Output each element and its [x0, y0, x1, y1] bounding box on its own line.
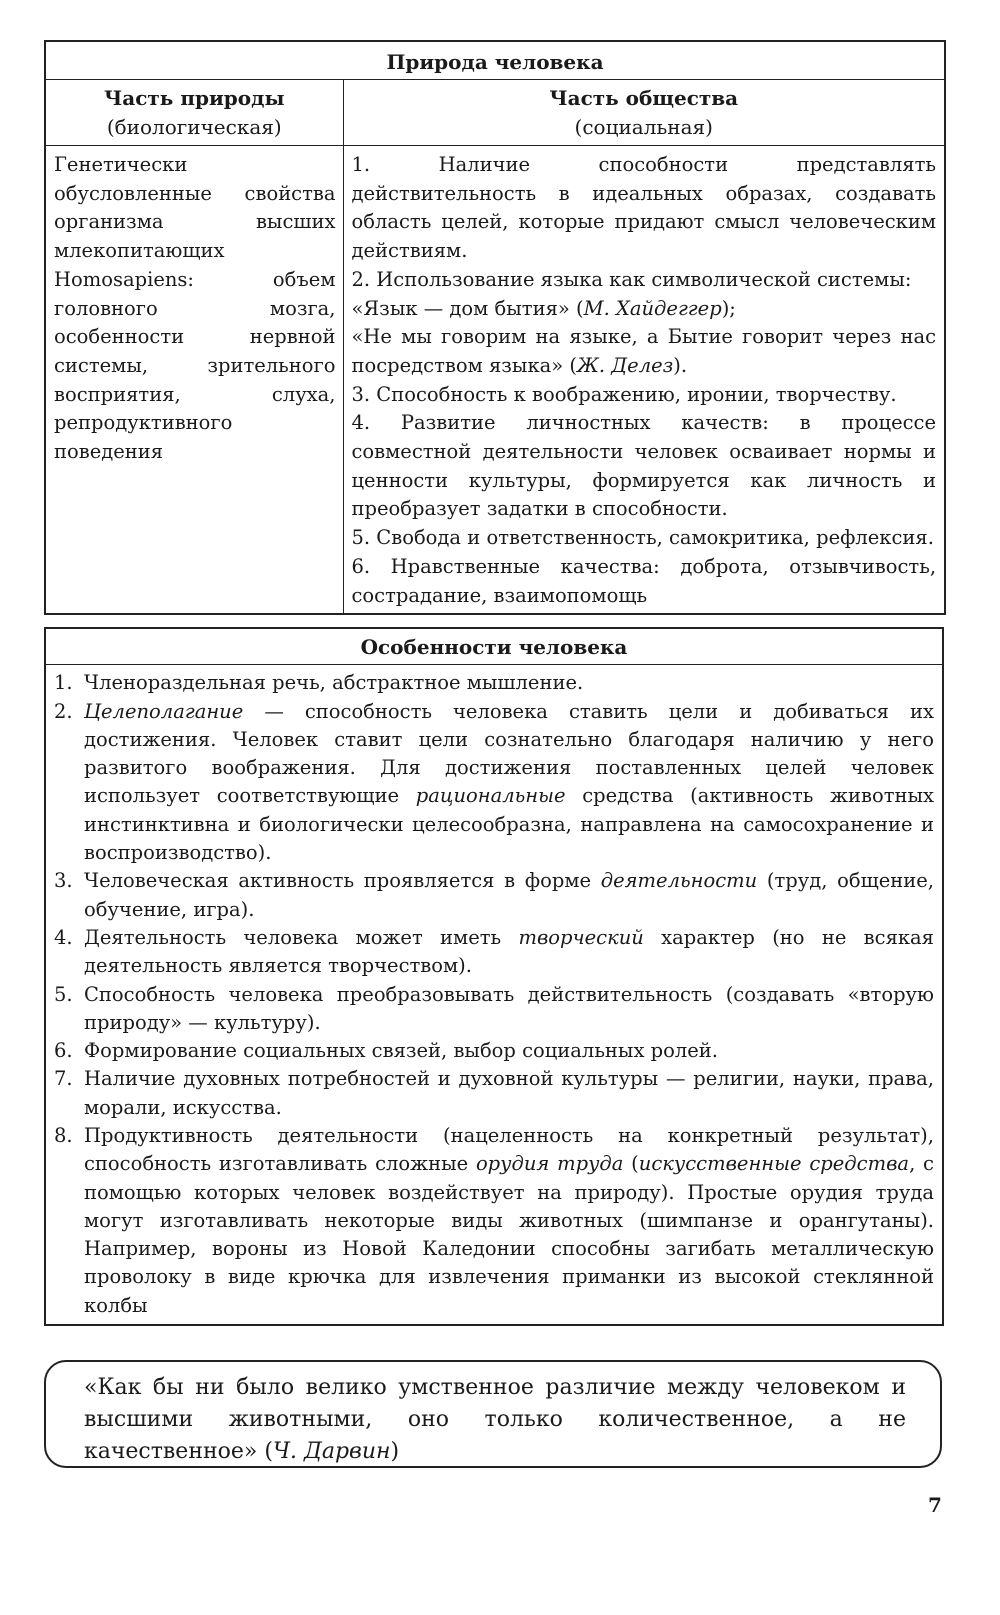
- text-part: (труд, общение, обучение, игра).: [84, 869, 934, 921]
- left-header-sub: (биологическая): [106, 115, 282, 139]
- text-part: (: [623, 1152, 639, 1176]
- list-item: [54, 1065, 934, 1122]
- social-quote-deleuze: [352, 323, 937, 380]
- heidegger-quote-text: «Язык — дом бытия» (: [351, 296, 584, 320]
- list-item: [54, 698, 934, 868]
- right-column-header: [343, 80, 945, 146]
- social-item-5: 5. Свобода и ответственность, самокритика, рефлексия.: [351, 526, 934, 550]
- left-column-header: [45, 80, 343, 146]
- biological-cell: [45, 146, 343, 615]
- emphasis-term: Целеполагание: [84, 699, 244, 723]
- text-part: Формирование социальных связей, выбор социальных ролей.: [84, 1039, 718, 1063]
- text-part: Человеческая активность проявляется в форме: [84, 869, 601, 893]
- list-item-text: [84, 1065, 934, 1122]
- list-item-number: 6.: [54, 1039, 73, 1063]
- emphasis-term: искусственные средства: [638, 1152, 910, 1176]
- heidegger-author: М. Хайдеггер: [583, 296, 722, 320]
- social-item-3: 3. Способность к воображению, иронии, творчеству.: [351, 382, 897, 406]
- text-part: , с помощью которых человек воздействует на природу). Простые орудия труда могут изготавливать некоторые виды животных (шимпанзе и орангутаны). Например, вороны из Новой Каледонии способны загибать металлическую проволоку в виде крючка для извлечения приманки из высокой стеклянной колбы: [84, 1152, 934, 1317]
- list-item-number: 5.: [54, 982, 73, 1006]
- emphasis-term: деятельности: [600, 869, 758, 893]
- right-header-main: Часть общества: [549, 86, 739, 110]
- table-title: Природа человека: [45, 41, 945, 80]
- page-content: [44, 40, 944, 1326]
- left-header-main: Часть природы: [104, 86, 285, 110]
- page-number: 7: [928, 1493, 942, 1517]
- list-item-text: [84, 1037, 934, 1065]
- list-item: [54, 1037, 934, 1065]
- text-part: Членораздельная речь, абстрактное мышление.: [84, 671, 584, 695]
- deleuze-author: Ж. Делез: [577, 353, 674, 377]
- list-item: [54, 867, 934, 924]
- text-part: — способность человека ставить цели и добиваться их достижения. Человек ставит цели сознательно благодаря наличию у него развитого воображения. Для достижения поставленных целей человек использует соответствующие: [84, 699, 934, 808]
- darwin-quote-box: [44, 1360, 942, 1468]
- social-item-2: 2. Использование языка как символической системы:: [351, 267, 912, 291]
- list-item-text: [84, 867, 934, 924]
- features-list: [46, 665, 942, 1324]
- darwin-quote-text: «Как бы ни было велико умственное различие между человеком и высшими животными, оно только количественное, а не качественное» (: [84, 1375, 906, 1464]
- text-part: характер (но не всякая деятельность является творчеством).: [84, 925, 934, 978]
- list-item-text: [84, 669, 934, 697]
- text-part: средства (активность животных инстинктивна и биологически целесообразна, направлена на самосохранение и воспроизводство).: [84, 784, 934, 865]
- deleuze-quote-text: «Не мы говорим на языке, а Бытие говорит через нас посредством языка» (: [351, 325, 937, 377]
- right-header-sub: (социальная): [574, 115, 713, 139]
- list-item-number: 8.: [54, 1124, 73, 1147]
- list-item-text: [84, 981, 934, 1038]
- list-item-number: 1.: [54, 671, 73, 695]
- darwin-author: Ч. Дарвин: [272, 1439, 391, 1464]
- social-item-1: 1. Наличие способности представлять действительность в идеальных образах, создавать область целей, которые придают смысл человеческим действиям.: [351, 153, 937, 263]
- social-item-6: 6. Нравственные качества: доброта, отзывчивость, сострадание, взаимопомощь: [351, 554, 937, 607]
- social-quote-heidegger: [352, 295, 937, 324]
- list-item-number: 2.: [54, 699, 73, 723]
- list-item-text: [84, 698, 934, 868]
- features-title: Особенности человека: [46, 629, 942, 665]
- emphasis-term: орудия труда: [475, 1152, 624, 1176]
- list-item-text: [84, 924, 934, 981]
- human-nature-table: [44, 40, 946, 615]
- social-cell: [343, 146, 945, 615]
- social-item-4: 4. Развитие личностных качеств: в процессе совместной деятельности человек осваивает нормы и ценности культуры, формируется как личность и преобразует задатки в способности.: [351, 411, 937, 521]
- list-item: [54, 1122, 934, 1320]
- emphasis-term: рациональные: [415, 784, 566, 808]
- darwin-quote-end: ): [390, 1439, 400, 1464]
- list-item-text: [84, 1122, 934, 1320]
- list-item: [54, 924, 934, 981]
- deleuze-quote-end: ).: [673, 353, 688, 377]
- text-part: Продуктивность деятельности (нацеленность на конкретный результат), способность изготавливать сложные: [84, 1124, 934, 1176]
- text-part: Деятельность человека может иметь: [84, 925, 519, 949]
- text-part: Способность человека преобразовывать действительность (создавать «вторую природу» — культуру).: [84, 982, 934, 1034]
- heidegger-quote-end: );: [721, 296, 736, 320]
- list-item: [54, 669, 934, 697]
- list-item-number: 7.: [54, 1067, 73, 1091]
- human-features-box: [44, 627, 944, 1326]
- emphasis-term: творческий: [518, 925, 644, 949]
- list-item: [54, 981, 934, 1038]
- biological-text: Генетически обусловленные свойства организма высших млекопитающих Homosapiens: объем головного мозга, особенности нервной системы, зрительного восприятия, слуха, репродуктивного поведения: [54, 153, 336, 464]
- list-item-number: 3.: [54, 869, 73, 893]
- list-item-number: 4.: [54, 925, 73, 949]
- text-part: Наличие духовных потребностей и духовной культуры — религии, науки, права, морали, искусства.: [84, 1067, 934, 1119]
